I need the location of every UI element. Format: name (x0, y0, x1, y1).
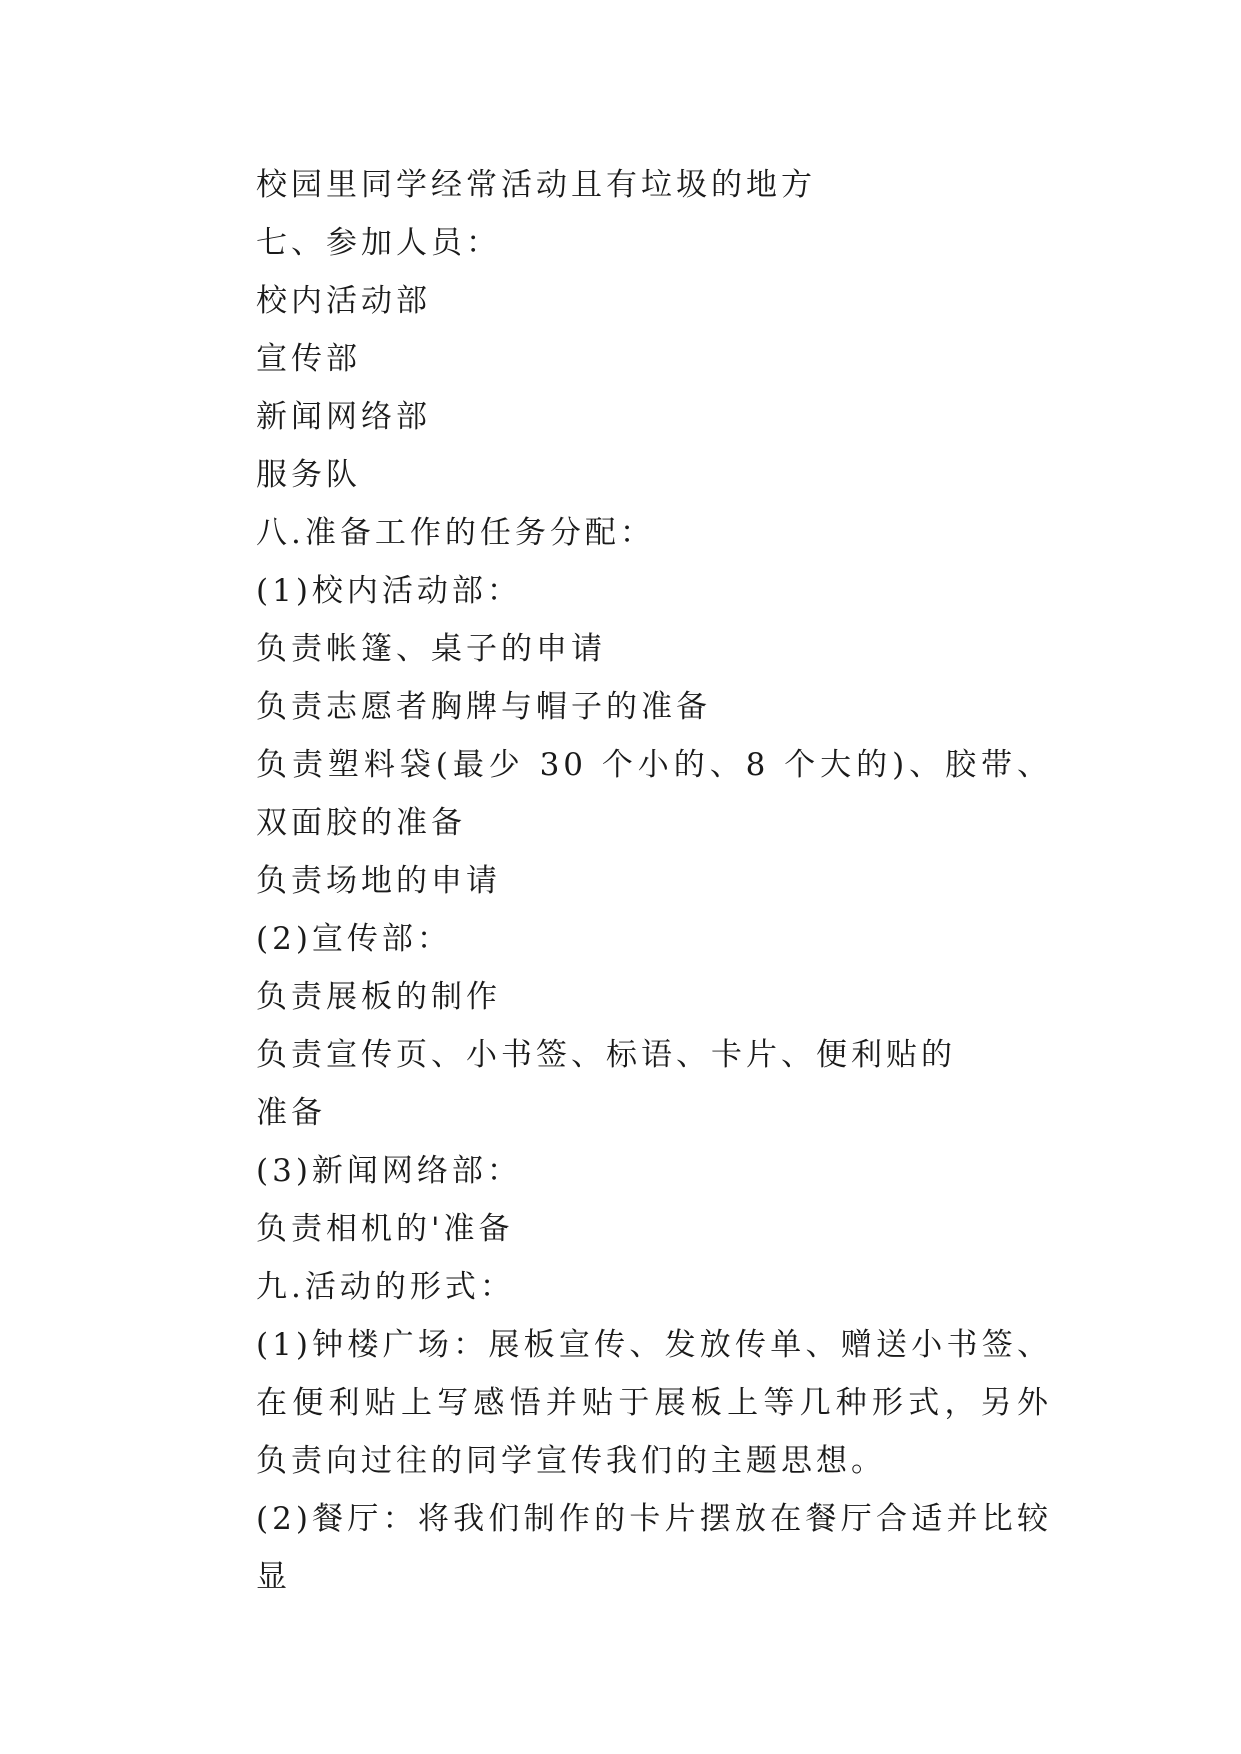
section-heading-task-assignment: 八.准备工作的任务分配： (256, 515, 655, 551)
text-line: 负责相机的'准备 (256, 1211, 514, 1247)
text-line: 负责志愿者胸牌与帽子的准备 (256, 689, 711, 725)
text-line: 负责场地的申请 (256, 863, 501, 899)
text-line: 校园里同学经常活动且有垃圾的地方 (256, 167, 816, 203)
text-line: 新闻网络部 (256, 399, 431, 435)
section-heading-participants: 七、参加人员： (256, 225, 501, 261)
text-line: 负责展板的制作 (256, 979, 501, 1015)
text-line: 负责帐篷、桌子的申请 (256, 631, 606, 667)
subsection-heading: (2)宣传部： (256, 921, 452, 957)
text-paragraph: 负责塑料袋(最少 30 个小的、8 个大的)、胶带、双面胶的准备 (256, 747, 1052, 841)
text-line: 宣传部 (256, 341, 361, 377)
subsection-heading: (3)新闻网络部： (256, 1153, 522, 1189)
text-paragraph: (1)钟楼广场：展板宣传、发放传单、赠送小书签、在便利贴上写感悟并贴于展板上等几种形式，另外负责向过往的同学宣传我们的主题思想。 (256, 1327, 1052, 1479)
text-line: 准备 (256, 1095, 326, 1131)
text-line: 校内活动部 (256, 283, 431, 319)
text-line: 负责宣传页、小书签、标语、卡片、便利贴的 (256, 1037, 956, 1073)
text-paragraph: (2)餐厅：将我们制作的卡片摆放在餐厅合适并比较显 (256, 1501, 1052, 1595)
section-heading-activity-form: 九.活动的形式： (256, 1269, 515, 1305)
document-body (190, 156, 1052, 1606)
subsection-heading: (1)校内活动部： (256, 573, 522, 609)
text-line: 服务队 (256, 457, 361, 493)
